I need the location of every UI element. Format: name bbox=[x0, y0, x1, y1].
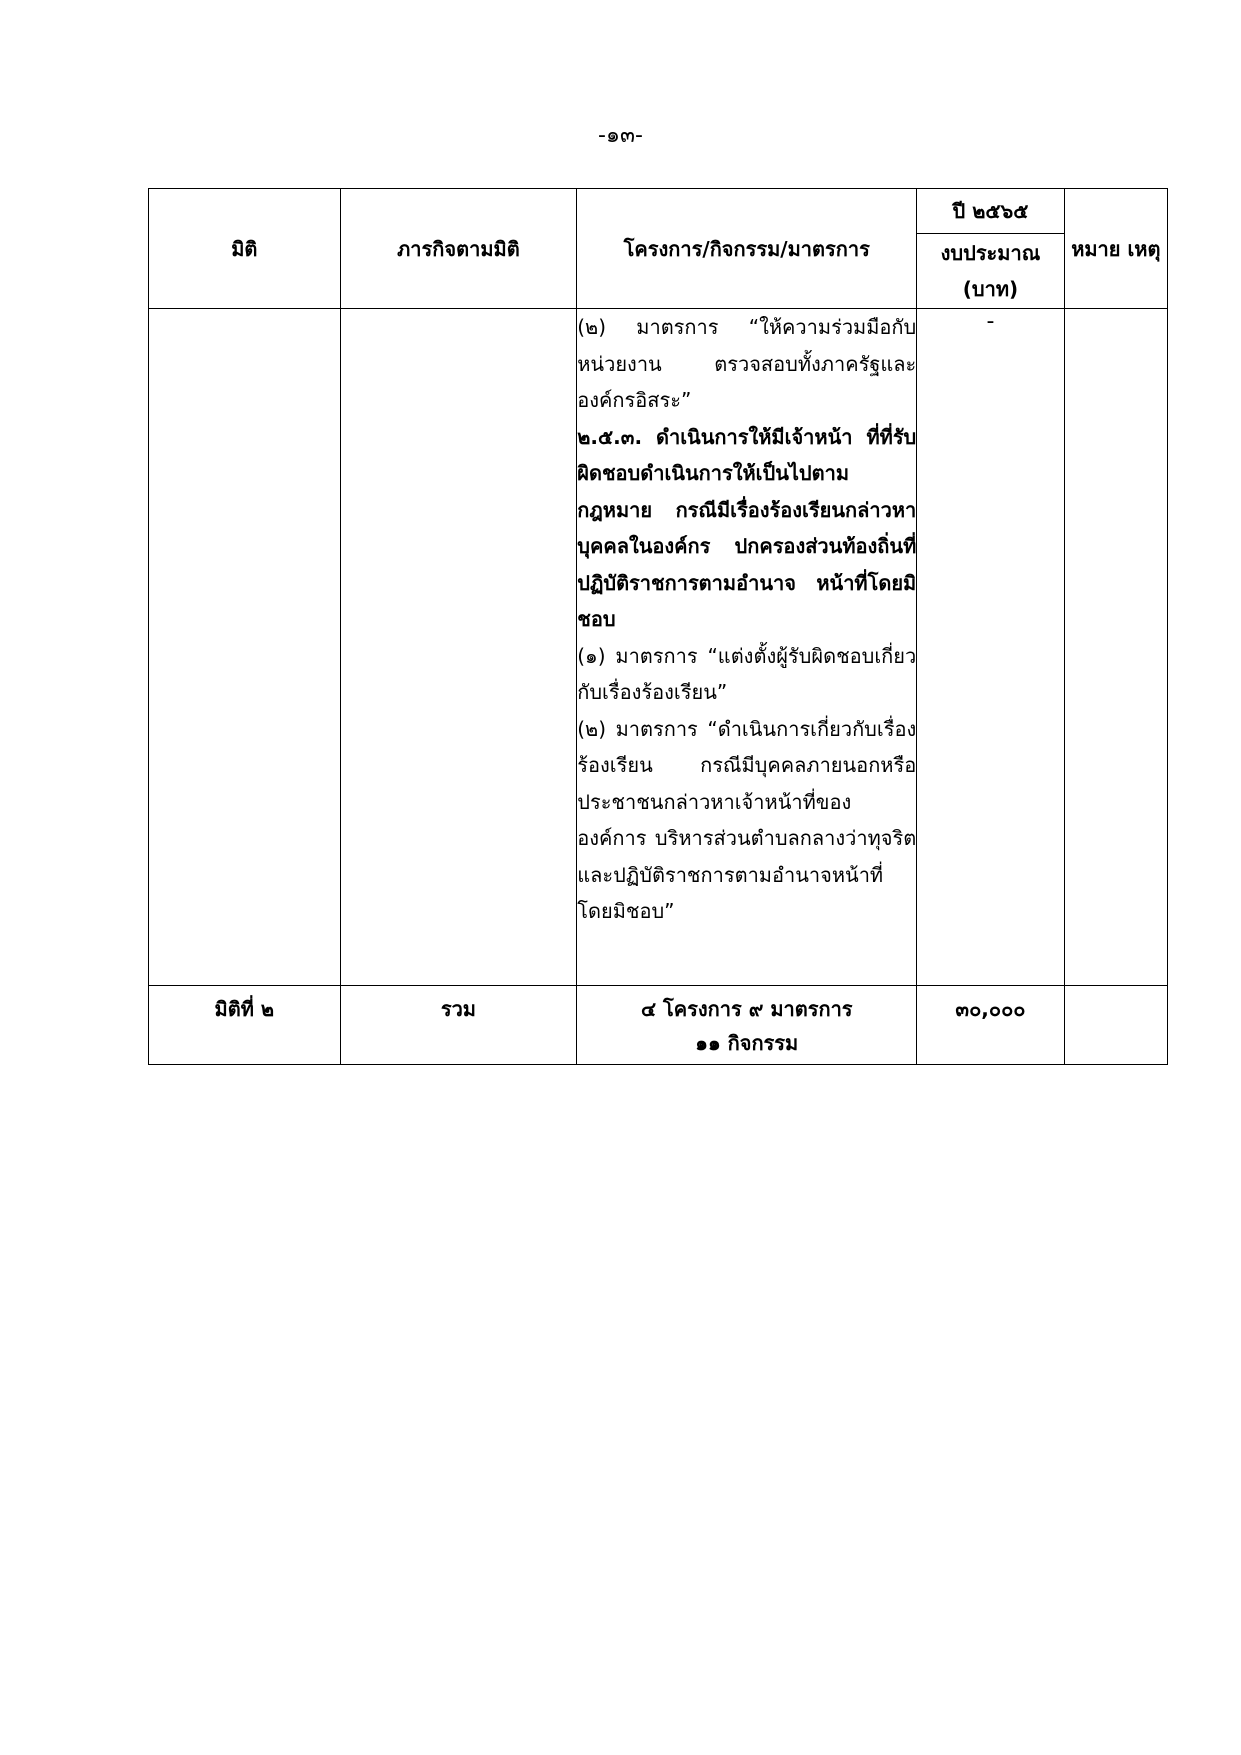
total-note bbox=[1064, 986, 1167, 1065]
header-note: หมาย เหตุ bbox=[1064, 189, 1167, 309]
header-year: ปี ๒๕๖๕ bbox=[917, 189, 1064, 234]
header-dimension: มิติ bbox=[149, 189, 341, 309]
total-row bbox=[149, 986, 1168, 1065]
project-heading-paragraph: ๒.๕.๓. ดำเนินการให้มีเจ้าหน้า ที่ที่รับผิดชอบดำเนินการให้เป็นไปตามกฎหมาย กรณีมีเรื่องร้องเรียนกล่าวหาบุคคลในองค์กร ปกครองส่วนท้องถิ่นที่ ปฏิบัติราชการตามอำนาจ หน้าที่โดยมิชอบ bbox=[577, 424, 917, 631]
total-budget: ๓๐,๐๐๐ bbox=[917, 986, 1064, 1065]
measure-paragraph: (๑) มาตรการ “แต่งตั้งผู้รับผิดชอบเกี่ยวกับเรื่องร้องเรียน” bbox=[577, 643, 917, 704]
body-budget-cell: - bbox=[917, 309, 1064, 986]
page-number: -๑๓- bbox=[598, 123, 643, 148]
total-dimension: มิติที่ ๒ bbox=[149, 986, 341, 1065]
measure-paragraph: (๒) มาตรการ “ดำเนินการเกี่ยวกับเรื่องร้องเรียน กรณีมีบุคคลภายนอกหรือ ประชาชนกล่าวหาเจ้าหน้าที่ขององค์การ บริหารส่วนตำบลกลางว่าทุจริต และปฏิบัติราชการตามอำนาจหน้าที่โดยมิชอบ” bbox=[577, 716, 917, 923]
total-project bbox=[577, 986, 917, 1065]
total-project-line-2: ๑๑ กิจกรรม bbox=[695, 1031, 799, 1055]
header-budget: งบประมาณ (บาท) bbox=[917, 234, 1064, 309]
body-note-cell bbox=[1064, 309, 1167, 986]
body-mission-cell bbox=[340, 309, 577, 986]
plan-table bbox=[148, 188, 1168, 1065]
body-project-cell bbox=[577, 309, 917, 986]
body-dimension-cell bbox=[149, 309, 341, 986]
header-mission: ภารกิจตามมิติ bbox=[340, 189, 577, 309]
measure-paragraph: (๒) มาตรการ “ให้ความร่วมมือกับหน่วยงาน ตรวจสอบทั้งภาครัฐและองค์กรอิสระ” bbox=[577, 315, 917, 412]
total-mission: รวม bbox=[340, 986, 577, 1065]
total-project-line-1: ๔ โครงการ ๙ มาตรการ bbox=[640, 997, 853, 1021]
header-project: โครงการ/กิจกรรม/มาตรการ bbox=[577, 189, 917, 309]
